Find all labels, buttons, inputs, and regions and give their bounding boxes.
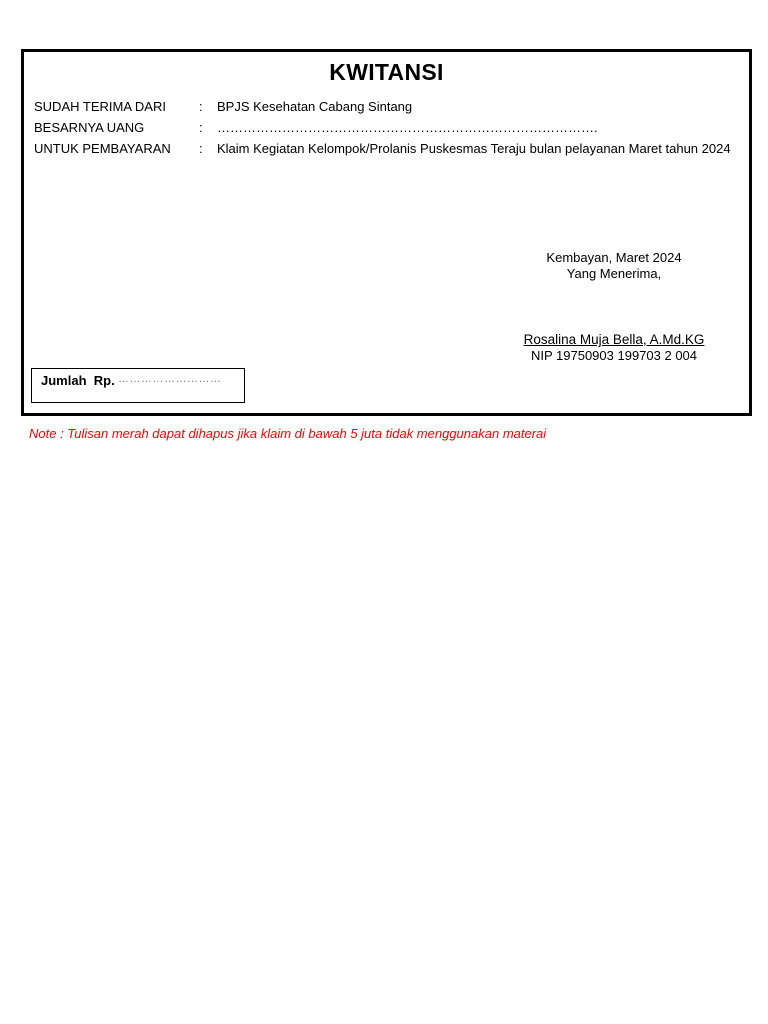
payment-purpose-value: Klaim Kegiatan Kelompok/Prolanis Puskesmas Teraju bulan pelayanan Maret tahun 2024 <box>217 141 731 156</box>
signer-nip: NIP 19750903 199703 2 004 <box>530 348 698 363</box>
amount-label: Jumlah Rp. <box>41 373 115 388</box>
place-date: Kembayan, Maret 2024 <box>546 250 682 265</box>
receipt-title: KWITANSI <box>329 59 444 85</box>
amount-words-value: ……………………………………………………………………………. <box>217 120 598 135</box>
receipt-frame <box>21 49 752 416</box>
receiver-label: Yang Menerima, <box>566 266 662 281</box>
amount-words-label: BESARNYA UANG <box>34 120 145 135</box>
received-from-colon: : <box>199 99 203 114</box>
payment-purpose-colon: : <box>199 141 203 156</box>
amount-box <box>31 368 245 403</box>
amount-words-colon: : <box>199 120 203 135</box>
payment-purpose-label: UNTUK PEMBAYARAN <box>34 141 171 156</box>
note-text: Note : Tulisan merah dapat dihapus jika klaim di bawah 5 juta tidak menggunakan materai <box>29 426 547 441</box>
received-from-value: BPJS Kesehatan Cabang Sintang <box>217 99 413 114</box>
signer-name: Rosalina Muja Bella, A.Md.KG <box>523 332 705 347</box>
received-from-label: SUDAH TERIMA DARI <box>34 99 166 114</box>
amount-dots: ……………………… <box>118 373 222 385</box>
